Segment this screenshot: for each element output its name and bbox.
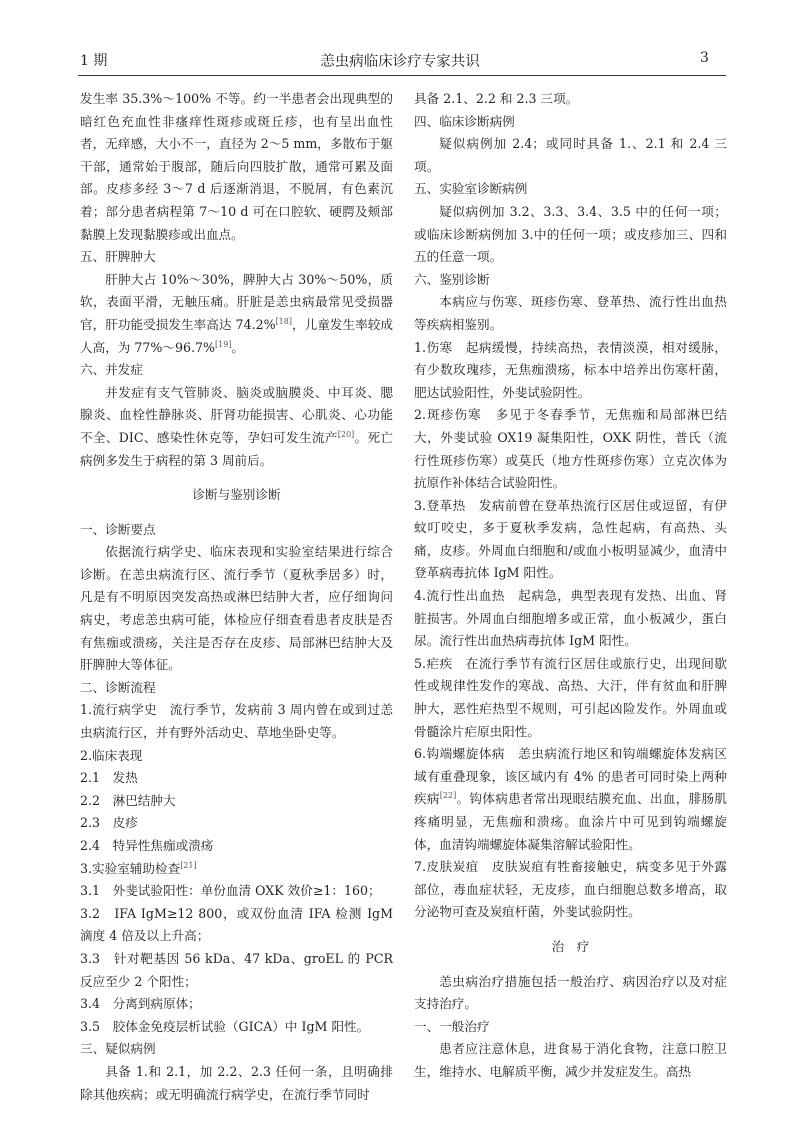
- section-heading: [80, 835, 393, 858]
- text-run: 恙虫病治疗措施包括一般治疗、病因治疗以及对症支持治疗。: [414, 973, 727, 1012]
- text-run: 六、鉴别诊断: [414, 271, 490, 287]
- paragraph: [80, 88, 393, 246]
- running-title: 恙虫病临床诊疗专家共识: [320, 54, 480, 70]
- citation-ref: [18]: [275, 316, 292, 326]
- text-run: 1.流行病学史 流行季节，发病前 3 周内曾在或到过恙虫病流行区，并有野外活动史、草地坐卧史等。: [80, 702, 393, 741]
- paragraph: [414, 971, 727, 1016]
- text-run: 2.3 皮疹: [80, 815, 138, 831]
- text-run: 患者应注意休息，进食易于消化食物，注意口腔卫生，维持水、电解质平衡，减少并发症发生。高热: [414, 1041, 727, 1079]
- paragraph: [414, 337, 727, 405]
- text-run: 2.1 发热: [80, 770, 138, 786]
- paragraph: [414, 404, 727, 494]
- citation-ref: [19]: [214, 339, 232, 349]
- paragraph: [414, 201, 727, 269]
- text-run: 疑似病例加 2.4；或同时具备 1.、2.1 和 2.4 三项。: [414, 136, 727, 174]
- paragraph: [80, 880, 393, 903]
- left-column: [80, 88, 393, 1106]
- text-run: 一、诊断要点: [80, 521, 156, 537]
- paragraph: [414, 291, 727, 336]
- text-run: 3.1 外斐试验阳性：单份血清 OXK 效价≥1：160；: [80, 883, 381, 899]
- paragraph: [80, 1061, 393, 1106]
- paragraph: [80, 382, 393, 472]
- text-run: 六、并发症: [80, 362, 143, 378]
- text-run: 1.伤寒 起病缓慢，持续高热，表情淡漠，相对缓脉，有少数玫瑰疹，无焦痂溃疡，标本中培养出伤寒杆菌，肥达试验阳性，外斐试验阴性。: [414, 339, 727, 400]
- paragraph: [80, 269, 393, 359]
- text-run: 5.疟疾 在流行季节有流行区居住或旅行史，出现间歇性或规律性发作的寒战、高热、大汗，伴有贫血和肝脾肿大，恶性疟热型不规则，可引起凶险发作。外周血或骨髓涂片疟原虫阳性。: [414, 655, 727, 739]
- citation-ref: [20]: [337, 429, 355, 439]
- section-heading: [414, 111, 727, 134]
- text-run: 一、一般治疗: [414, 1018, 490, 1034]
- text-run: 。钩体病患者常出现眼结膜充血、出血，腓肠肌疼痛明显，无焦痂和溃疡。血涂片中可见到钩端螺旋体，血清钩端螺旋体凝集溶解试验阳性。: [414, 791, 728, 852]
- text-run: 三、疑似病例: [80, 1041, 156, 1057]
- text-run: 6.钩端螺旋体病 恙虫病流行地区和钩端螺旋体发病区域有重叠现象，该区域内有 4% 的患者可同时染上两种疾病: [414, 746, 727, 807]
- citation-ref: [21]: [180, 860, 197, 870]
- text-run: 3.实验室辅助检查: [80, 860, 181, 876]
- paragraph: [80, 858, 393, 881]
- text-run: 五、肝脾肿大: [80, 249, 156, 265]
- paragraph: [414, 133, 727, 178]
- paragraph: [414, 743, 727, 856]
- major-section-title: [414, 936, 727, 959]
- text-run: 依据流行病学史、临床表现和实验室结果进行综合诊断。在恙虫病流行区、流行季节（夏秋季居多）时，凡是有不明原因突发高热或淋巴结肿大者，应仔细询问病史，考虑恙虫病可能，体检应仔细查看患者皮肤是否有焦痂或溃疡，关注是否存在皮疹、局部淋巴结肿大及肝脾肿大等体征。: [80, 544, 393, 673]
- paragraph: [80, 993, 393, 1016]
- section-heading: [80, 519, 393, 542]
- paragraph: [414, 653, 727, 743]
- header-rule: [78, 75, 726, 76]
- paragraph: [80, 1016, 393, 1039]
- section-heading: [80, 246, 393, 269]
- text-run: 3.4 分离到病原体；: [80, 996, 201, 1012]
- text-run: 疑似病例加 3.2、3.3、3.4、3.5 中的任何一项；或临床诊断病例加 3.中的任何一项；或皮疹加三、四和五的任意一项。: [414, 203, 727, 265]
- paragraph: [80, 903, 393, 948]
- text-run: 3.5 胶体金免疫层析试验（GICA）中 IgM 阳性。: [80, 1018, 370, 1034]
- text-run: 发生率 35.3%～100% 不等。约一半患者会出现典型的暗红色充血性非瘙痒性斑疹或斑丘疹，也有呈出血性者，无痒感，大小不一，直径为 2～5 mm，多散布于躯干部，通常始于腹部，随后向四肢扩散，通常可累及面部。皮疹多经 3～7 d 后逐渐消退，不脱屑，有色素沉着；部分患者病程第 7～10 d 可在口腔软、硬腭及颊部黏膜上发现黏膜疹或出血点。: [80, 91, 393, 242]
- text-run: 二、诊断流程: [80, 679, 156, 695]
- text-run: 具备 2.1、2.2 和 2.3 三项。: [414, 91, 579, 106]
- text-run: 2.4 特异性焦痂或溃疡: [80, 838, 214, 853]
- paragraph: [414, 88, 727, 111]
- citation-ref: [22]: [439, 791, 457, 801]
- text-run: ，儿童发生率较成人高，为 77%～96.7%: [80, 316, 393, 355]
- text-run: 。: [231, 339, 244, 355]
- section-heading: [80, 745, 393, 768]
- section-heading: [80, 790, 393, 813]
- text-run: 四、临床诊断病例: [414, 113, 515, 129]
- text-run: 。死亡病例多发生于病程的第 3 周前后。: [80, 429, 393, 468]
- text-run: 治 疗: [551, 938, 590, 954]
- section-heading: [80, 1038, 393, 1061]
- text-run: 2.2 淋巴结肿大: [80, 792, 176, 808]
- paragraph: [80, 699, 393, 744]
- paragraph: [414, 1038, 727, 1083]
- text-run: 3.2 IFA IgM≥12 800，或双份血清 IFA 检测 IgM 滴度 4 倍及以上升高；: [80, 905, 393, 944]
- section-heading: [80, 677, 393, 700]
- paragraph: [414, 856, 727, 924]
- text-run: 2.临床表现: [80, 747, 143, 763]
- section-heading: [414, 178, 727, 201]
- text-run: 诊断与鉴别诊断: [192, 487, 281, 503]
- section-heading: [414, 1016, 727, 1039]
- paragraph: [414, 585, 727, 653]
- text-run: 本病应与伤寒、斑疹伤寒、登革热、流行性出血热等疾病相鉴别。: [414, 294, 727, 332]
- text-run: 五、实验室诊断病例: [414, 181, 528, 197]
- paragraph: [80, 541, 393, 677]
- text-run: 4.流行性出血热 起病急，典型表现有发热、出血、肾脏损害。外周血白细胞增多或正常，血小板减少，蛋白尿。流行性出血热病毒抗体 IgM 阳性。: [414, 588, 727, 649]
- paragraph: [80, 948, 393, 993]
- page-number: 3: [700, 50, 709, 66]
- section-heading: [80, 767, 393, 790]
- text-run: 并发症有支气管肺炎、脑炎或脑膜炎、中耳炎、腮腺炎、血栓性静脉炎、肝肾功能损害、心肌炎、心功能不全、DIC、感染性休克等，孕妇可发生流产: [80, 384, 393, 445]
- text-run: 3.登革热 发病前曾在登革热流行区居住或逗留，有伊蚊叮咬史，多于夏秋季发病，急性起病，有高热、头痛，皮疹。外周血白细胞和/或血小板明显减少，血清中登革病毒抗体 IgM 阳性。: [414, 497, 727, 581]
- right-column: [414, 88, 727, 1084]
- text-run: 2.斑疹伤寒 多见于冬春季节，无焦痂和局部淋巴结大，外斐试验 OX19 凝集阳性，OXK 阴性，普氏（流行性斑疹伤寒）或莫氏（地方性斑疹伤寒）立克次体为抗原作补体结合试验阳性。: [414, 407, 727, 491]
- text-run: 3.3 针对靶基因 56 kDa、47 kDa、groEL 的 PCR 反应至少 2 个阳性；: [80, 950, 393, 989]
- text-run: 7.皮肤炭疽 皮肤炭疽有牲畜接触史，病变多见于外露部位，毒血症状轻，无皮疹，血白细胞总数多增高，取分泌物可查及炭疽杆菌，外斐试验阴性。: [414, 859, 727, 920]
- issue-label: 1 期: [80, 53, 108, 69]
- text-run: 肝肿大占 10%～30%，脾肿大占 30%～50%，质软，表面平滑，无触压痛。肝脏是恙虫病最常见受损器官，肝功能受损发生率高达 74.2%: [80, 271, 393, 332]
- section-heading: [80, 359, 393, 382]
- major-section-title: [80, 484, 393, 507]
- text-run: 具备 1.和 2.1，加 2.2、2.3 任何一条，且明确排除其他疾病；或无明确流行病学史，在流行季节同时: [80, 1063, 393, 1102]
- section-heading: [80, 812, 393, 835]
- section-heading: [414, 269, 727, 292]
- paragraph: [414, 495, 727, 585]
